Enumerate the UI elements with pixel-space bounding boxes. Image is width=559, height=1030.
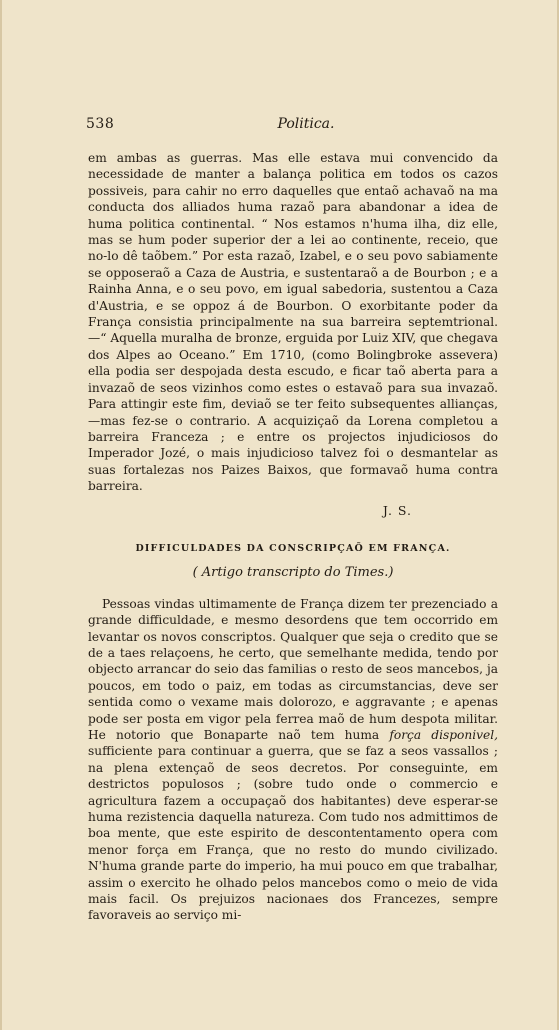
running-head: Politica. xyxy=(277,116,335,132)
article-title: DIFFICULDADES DA CONSCRIPÇAÕ EM FRANÇA. xyxy=(135,542,451,554)
paragraph-2-part2: sufficiente para continuar a guerra, que se faz a seos vassallos ; na plena extençaõ de seos decretos. Por conseguinte, em destrictos populosos ; (sobre tudo onde o commercio e agricultura fazem a occupaçaõ dos habitantes) deve esperar-se huma rezistencia daquella natureza. Com tudo nos admittimos de boa mente, que este espirito de descontentamento opera com menor força em França, que no resto do mundo civilizado. N'huma grande parte do imperio, ha mui pouco em que trabalhar, assim o exercito he olhado pelos mancebos como o meio de vida mais facil. Os prejuizos nacionaes dos Francezes, sempre favoraveis ao serviço mi- xyxy=(88,744,498,923)
signature: J. S. xyxy=(382,502,412,518)
article-subtitle: ( Artigo transcripto do Times.) xyxy=(192,565,394,581)
page-number: 538 xyxy=(86,116,115,132)
emphasis-phrase: força disponivel, xyxy=(389,728,498,742)
page-header xyxy=(86,116,496,138)
paragraph-continuation xyxy=(88,150,498,495)
paragraph-2-part1: Pessoas vindas ultimamente de França dizem ter prezenciado a grande difficuldade, e mesmo desordens que tem occorrido em levantar os novos conscriptos. Qualquer que seja o credito que se de a taes relaçoens, he certo, que semelhante medida, tendo por objecto arrancar do seio das familias o resto de seos mancebos, ja poucos, em todo o paiz, em todas as circumstancias, deve ser sentida como o vexame mais dolorozo, e aggravante ; e apenas pode ser posta em vigor pela ferrea maõ de hum despota militar. He notorio que Bonaparte naõ tem huma xyxy=(88,596,498,742)
paragraph-2 xyxy=(88,596,498,924)
paragraph-1-text: em ambas as guerras. Mas elle estava mui convencido da necessidade de manter a balança politica em todos os cazos possiveis, para cahir no erro daquelles que entaõ achavaõ na ma conducta dos alliados huma razaõ para abandonar a idea de huma politica continental. “ Nos estamos n'huma ilha, diz elle, mas se hum poder superior der a lei ao continente, receio, que no-lo dê taõbem.” Por esta razaõ, Izabel, e o seu povo sabiamente se opposeraõ a Caza de Austria, e sustentaraõ a de Bourbon ; e a Rainha Anna, e o seu povo, em igual sabedoria, sustentou a Caza d'Austria, e se oppoz á de Bourbon. O exorbitante poder da França consistia principalmente na sua barreira septemtrional.—“ Aquella muralha de bronze, erguida por Luiz XIV, que chegava dos Alpes ao Oceano.” Em 1710, (como Bolingbroke assevera) ella podia ser despojada desta escudo, e ficar taõ aberta para a invazaõ de seos vizinhos como estes o estavaõ para sua invazaõ. Para attingir este fim, deviaõ se ter feito subsequentes allianças,—mas fez-se o contrario. A acquiziçaõ da Lorena completou a barreira Franceza ; e entre os projectos injudiciosos do Imperador Jozé, o mais injudicioso talvez foi o desmantelar as suas fortalezas nos Paizes Baixos, que formavaõ huma contra barreira. xyxy=(88,151,498,494)
body-text xyxy=(88,150,498,924)
